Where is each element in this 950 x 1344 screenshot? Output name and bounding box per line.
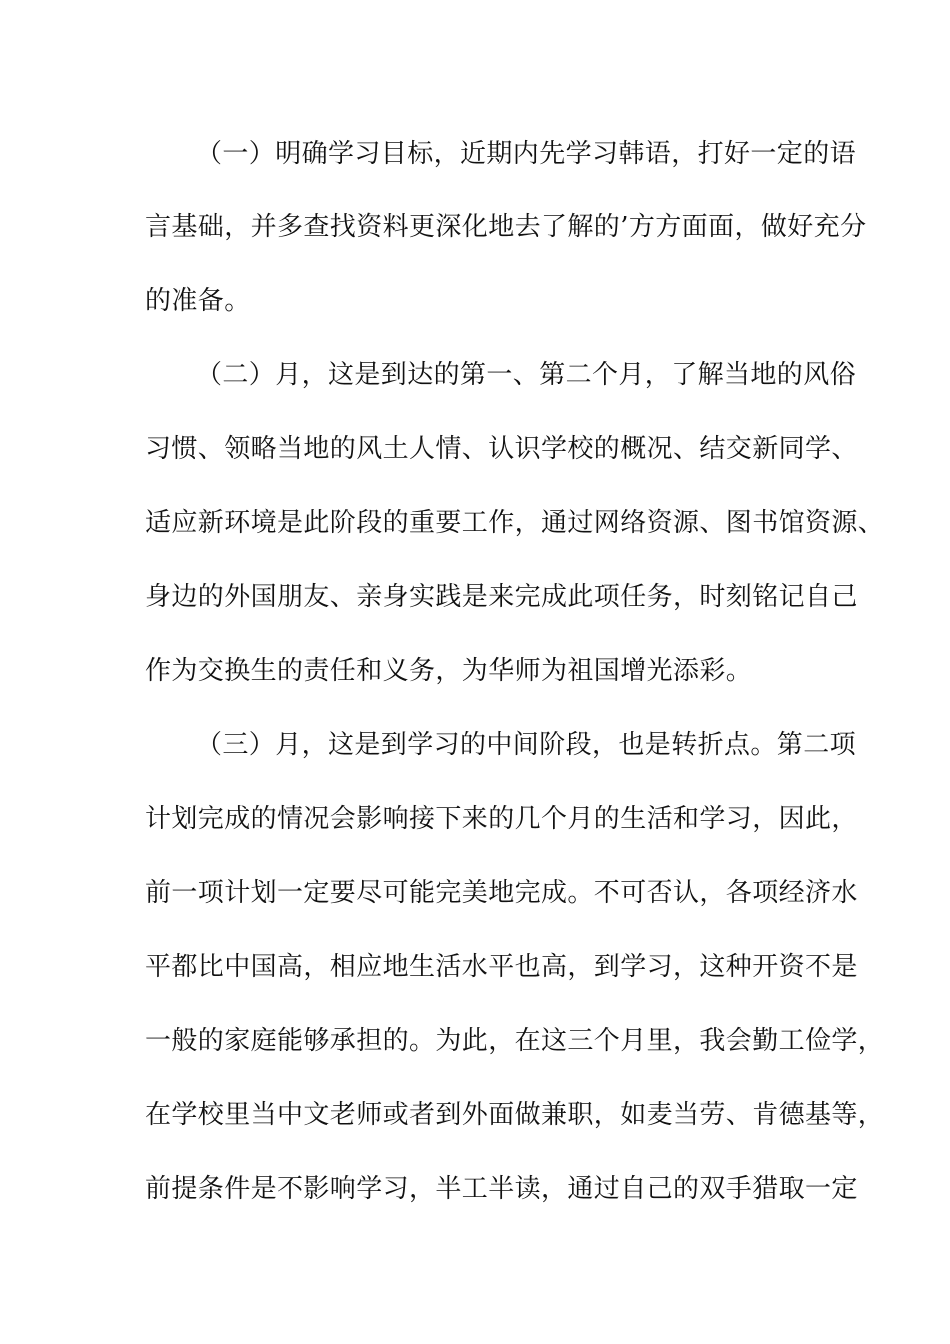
paragraph-3-line-1: （三）月，这是到学习的中间阶段，也是转折点。第二项: [196, 730, 857, 760]
paragraph-2-line-3: 适应新环境是此阶段的重要工作，通过网络资源、图书馆资源、: [145, 508, 885, 538]
paragraph-1-line-2: 言基础，并多查找资料更深化地去了解的’方方面面，做好充分: [145, 212, 867, 242]
paragraph-3-line-3: 前一项计划一定要尽可能完美地完成。不可否认，各项经济水: [145, 878, 858, 908]
paragraph-3-line-5: 一般的家庭能够承担的。为此，在这三个月里，我会勤工俭学，: [145, 1026, 885, 1056]
paragraph-2-line-5: 作为交换生的责任和义务，为华师为祖国增光添彩。: [145, 656, 753, 686]
paragraph-1-line-3: 的准备。: [145, 286, 251, 316]
paragraph-3-line-4: 平都比中国高，相应地生活水平也高，到学习，这种开资不是: [145, 952, 858, 982]
paragraph-1-line-1: （一）明确学习目标，近期内先学习韩语，打好一定的语: [196, 139, 857, 169]
paragraph-2-line-4: 身边的外国朋友、亲身实践是来完成此项任务，时刻铭记自己: [145, 582, 858, 612]
paragraph-3-line-6: 在学校里当中文老师或者到外面做兼职，如麦当劳、肯德基等，: [145, 1100, 885, 1130]
paragraph-3-line-7: 前提条件是不影响学习，半工半读，通过自己的双手猎取一定: [145, 1174, 858, 1204]
paragraph-2-line-1: （二）月，这是到达的第一、第二个月，了解当地的风俗: [196, 360, 857, 390]
paragraph-3-line-2: 计划完成的情况会影响接下来的几个月的生活和学习，因此，: [145, 804, 858, 834]
paragraph-2-line-2: 习惯、领略当地的风土人情、认识学校的概况、结交新同学、: [145, 434, 858, 464]
